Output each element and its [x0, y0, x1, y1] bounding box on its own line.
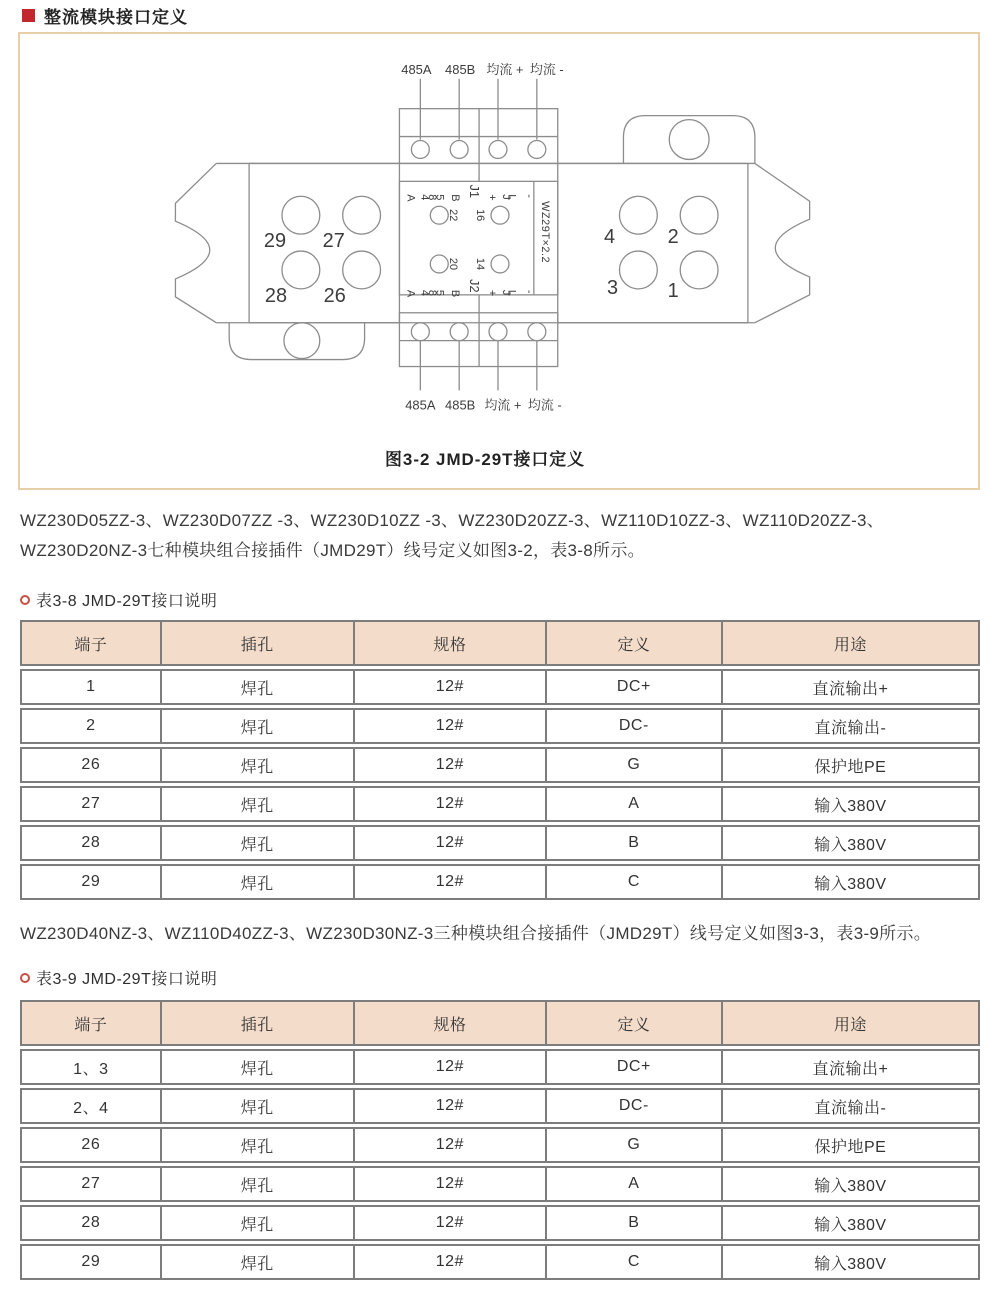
table-row	[20, 825, 980, 861]
left-bracket-outline	[175, 163, 216, 322]
pin-16-label: 16	[474, 209, 487, 222]
column-header: 定义	[545, 622, 721, 664]
table-3-9-caption	[20, 966, 217, 989]
table-cell: 焊孔	[160, 827, 353, 859]
section-title	[22, 3, 188, 28]
table-cell: 1、3	[73, 1060, 109, 1078]
table-cell: 焊孔	[160, 1051, 353, 1083]
table-cell: 12#	[353, 710, 545, 742]
table-cell: 29	[81, 873, 101, 890]
j1-label-jl: JL	[499, 194, 518, 201]
table-row	[20, 1244, 980, 1280]
table-cell: 输入380V	[721, 1207, 978, 1239]
column-header: 定义	[545, 1002, 721, 1044]
j2-label-plus: +	[486, 289, 499, 297]
table-cell: 12#	[353, 1207, 545, 1239]
table-row	[20, 669, 980, 705]
table-cell: 12#	[353, 671, 545, 703]
table-3-8-caption-text: 表3-8 JMD-29T接口说明	[36, 593, 218, 610]
top-terminal-block	[399, 109, 557, 164]
ring-bullet-icon	[20, 595, 30, 605]
pin-14-label: 14	[474, 257, 487, 271]
table-cell: 直流输出-	[721, 1090, 978, 1122]
column-header: 规格	[353, 1002, 545, 1044]
j2-label-a: A	[404, 289, 417, 298]
label-485b-bottom: 485B	[445, 397, 476, 413]
table-cell: 输入380V	[721, 1168, 978, 1200]
paragraph-models-3: WZ230D40NZ-3、WZ110D40ZZ-3、WZ230D30NZ-3三种模块组合接插件（JMD29T）线号定义如图3-3，表3-9所示。	[20, 924, 932, 943]
pin-26-label: 26	[323, 284, 346, 307]
table-cell: B	[545, 827, 721, 859]
table-cell: DC-	[545, 1090, 721, 1122]
label-junliu-minus-bottom: 均流 -	[527, 397, 562, 413]
table-3-9-body	[20, 1049, 980, 1280]
j2-label-jl: JL	[499, 289, 518, 296]
figure-caption: 图3-2 JMD-29T接口定义	[385, 450, 586, 470]
table-cell: C	[545, 866, 721, 898]
table-3-9	[20, 1000, 980, 1280]
column-header: 插孔	[160, 1002, 353, 1044]
table-cell: 29	[81, 1253, 101, 1270]
label-junliu-minus-top: 均流 -	[529, 61, 564, 77]
label-junliu-plus-top: 均流 +	[486, 61, 524, 77]
table-row	[20, 864, 980, 900]
table-cell: 26	[81, 1136, 101, 1153]
table-cell: 保护地PE	[721, 1129, 978, 1161]
table-cell: 输入380V	[721, 788, 978, 820]
j2-label-485: 485	[418, 289, 446, 298]
pin-28-label: 28	[264, 284, 288, 307]
table-cell: 26	[81, 756, 101, 773]
table-cell: 焊孔	[160, 788, 353, 820]
table-cell: 焊孔	[160, 671, 353, 703]
table-cell: 直流输出+	[721, 671, 978, 703]
table-row	[20, 1166, 980, 1202]
bottom-terminal-block	[399, 313, 557, 367]
j1-label-plus: +	[486, 194, 499, 201]
j1-label-a: A	[404, 194, 417, 202]
pin-2-label: 2	[667, 226, 679, 249]
figure-3-2-frame	[18, 32, 980, 490]
table-cell: 12#	[353, 749, 545, 781]
mounting-plate-right	[558, 163, 748, 322]
column-header: 端子	[74, 1016, 108, 1034]
table-cell: A	[545, 1168, 721, 1200]
top-terminal-labels	[401, 62, 563, 140]
pin-29-label: 29	[263, 230, 287, 253]
right-mounting-tab	[623, 116, 754, 164]
table-3-8-body	[20, 669, 980, 900]
table-header-row	[20, 1000, 980, 1046]
column-header: 插孔	[160, 622, 353, 664]
table-cell: 27	[81, 795, 101, 812]
mounting-plate-left	[249, 163, 399, 322]
table-cell: 输入380V	[721, 827, 978, 859]
table-row	[20, 1049, 980, 1085]
pin-27-label: 27	[322, 230, 345, 253]
table-cell: 焊孔	[160, 866, 353, 898]
table-3-8-caption	[20, 588, 217, 611]
table-cell: 28	[81, 834, 101, 851]
label-485b-top: 485B	[445, 61, 476, 77]
left-mounting-tab	[229, 323, 364, 360]
label-485a-bottom: 485A	[405, 397, 436, 413]
pin-22-label: 22	[447, 209, 460, 222]
label-junliu-plus-bottom: 均流 +	[484, 397, 522, 413]
module-model-label: WZ29T×2.2	[538, 201, 551, 264]
table-3-9-caption-text: 表3-9 JMD-29T接口说明	[36, 971, 218, 988]
table-row	[20, 786, 980, 822]
table-cell: 12#	[353, 1246, 545, 1278]
label-485a-top: 485A	[401, 61, 432, 77]
table-cell: 12#	[353, 1051, 545, 1083]
j1-port-label: J1	[467, 184, 483, 199]
table-cell: 12#	[353, 1129, 545, 1161]
column-header: 端子	[74, 636, 108, 654]
bottom-terminal-labels	[405, 341, 561, 413]
pin-20-label: 20	[447, 257, 460, 271]
j2-label-minus: -	[522, 289, 535, 294]
table-cell: A	[545, 788, 721, 820]
table-cell: 12#	[353, 1090, 545, 1122]
pin-3-label: 3	[606, 276, 619, 299]
table-cell: DC+	[545, 1051, 721, 1083]
pin-1-label: 1	[667, 279, 679, 302]
column-header: 规格	[353, 622, 545, 664]
section-title-text: 整流模块接口定义	[44, 8, 188, 27]
right-bracket-outline	[755, 163, 810, 322]
table-cell: 输入380V	[721, 866, 978, 898]
j1-label-485: 485	[418, 194, 446, 202]
j1-label-b: B	[449, 194, 462, 202]
paragraph-models-7: WZ230D05ZZ-3、WZ230D07ZZ -3、WZ230D10ZZ -3、WZ230D20ZZ-3、WZ110D10ZZ-3、WZ110D20ZZ-3、WZ230D20NZ-3七种模块组合接插件（JMD29T）线号定义如图3-2，表3-8所示。	[20, 511, 885, 560]
table-cell: 焊孔	[160, 1246, 353, 1278]
table-cell: 2	[86, 717, 96, 734]
table-row	[20, 1088, 980, 1124]
table-cell: 12#	[353, 788, 545, 820]
table-cell: 焊孔	[160, 749, 353, 781]
table-cell: G	[545, 1129, 721, 1161]
table-cell: C	[545, 1246, 721, 1278]
column-header: 用途	[721, 1002, 978, 1044]
table-cell: DC+	[545, 671, 721, 703]
table-cell: G	[545, 749, 721, 781]
table-3-8	[20, 620, 980, 900]
j2-port-label: J2	[467, 279, 483, 293]
table-cell: DC-	[545, 710, 721, 742]
table-cell: 焊孔	[160, 1090, 353, 1122]
table-cell: 1	[86, 678, 96, 695]
table-cell: 12#	[353, 827, 545, 859]
table-row	[20, 1205, 980, 1241]
table-cell: 12#	[353, 1168, 545, 1200]
pin-4-label: 4	[603, 226, 616, 249]
red-square-bullet-icon	[22, 9, 35, 22]
table-row	[20, 708, 980, 744]
table-cell: 27	[81, 1175, 101, 1192]
column-header: 用途	[721, 622, 978, 664]
ring-bullet-icon	[20, 973, 30, 983]
table-cell: 12#	[353, 866, 545, 898]
table-cell: 焊孔	[160, 1207, 353, 1239]
table-cell: 焊孔	[160, 710, 353, 742]
j1-label-minus: -	[522, 194, 535, 198]
j2-label-b: B	[449, 289, 462, 298]
table-row	[20, 1127, 980, 1163]
jmd29t-diagram	[20, 34, 978, 488]
table-row	[20, 747, 980, 783]
table-cell: 28	[81, 1214, 101, 1231]
table-cell: 2、4	[73, 1099, 109, 1117]
table-cell: 输入380V	[721, 1246, 978, 1278]
module-body	[399, 181, 557, 298]
table-cell: 焊孔	[160, 1129, 353, 1161]
table-cell: B	[545, 1207, 721, 1239]
table-cell: 保护地PE	[721, 749, 978, 781]
table-cell: 焊孔	[160, 1168, 353, 1200]
table-header-row	[20, 620, 980, 666]
table-cell: 直流输出-	[721, 710, 978, 742]
table-cell: 直流输出+	[721, 1051, 978, 1083]
